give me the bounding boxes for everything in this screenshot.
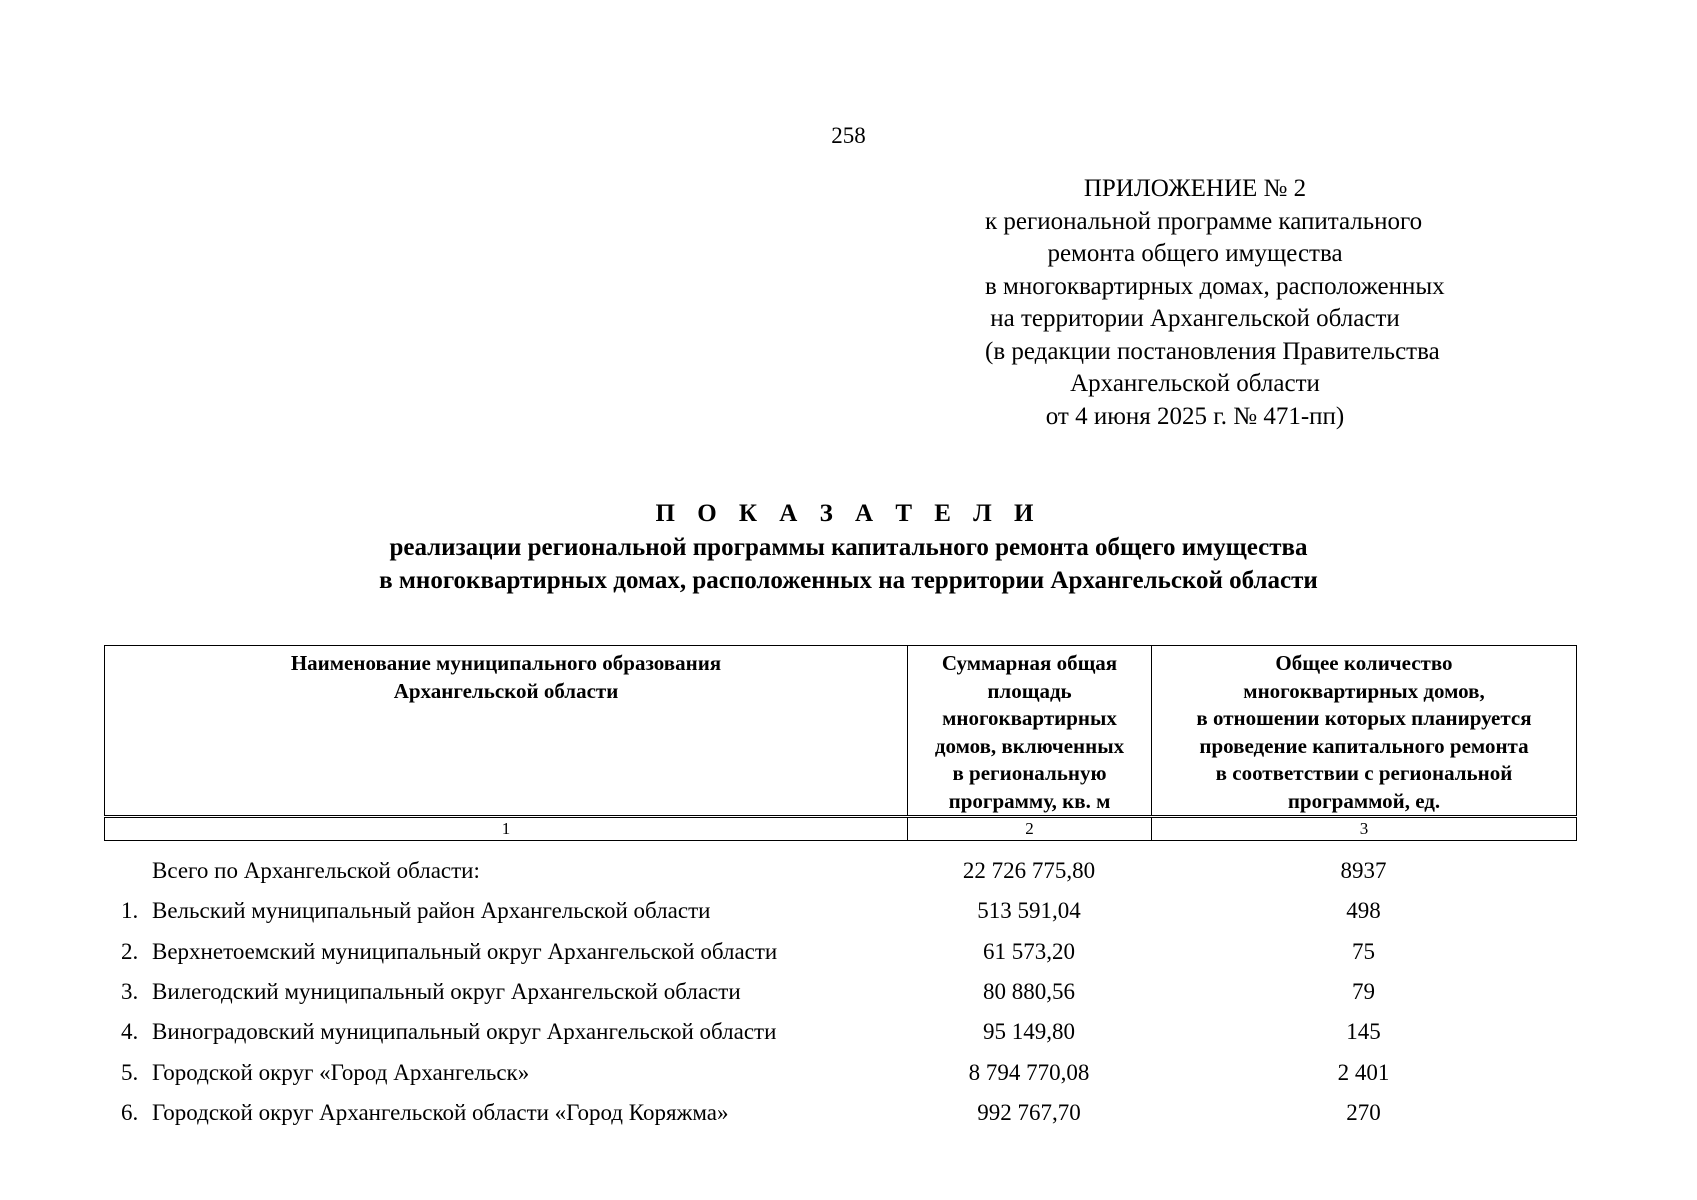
table-row: [104, 932, 1576, 972]
appendix-line: Архангельской области: [1070, 370, 1320, 397]
row-area: 61 573,20: [983, 938, 1075, 964]
header-line: многоквартирных: [942, 706, 1117, 730]
table-row: [104, 891, 1576, 931]
row-index: 5.: [121, 1059, 139, 1085]
header-line: в региональную: [952, 761, 1107, 785]
row-name: Верхнетоемский муниципальный округ Архангельской области: [152, 938, 778, 964]
column-number: 1: [105, 817, 908, 841]
row-area: 22 726 775,80: [962, 858, 1096, 884]
table-row: [104, 1093, 1576, 1133]
row-count: 79: [1352, 979, 1375, 1005]
row-name: Городской округ Архангельской области «Город Коряжма»: [152, 1099, 729, 1125]
table-row: [104, 972, 1576, 1012]
header-line: площадь: [987, 678, 1072, 703]
header-line: многоквартирных домов,: [1243, 678, 1485, 703]
row-area: 8 794 770,08: [968, 1059, 1090, 1085]
document-title: [0, 497, 1697, 597]
row-name: Вилегодский муниципальный округ Архангельской области: [152, 979, 741, 1005]
title-line: реализации региональной программы капитального ремонта общего имущества: [389, 534, 1308, 561]
title-heading: П О К А З А Т Е Л И: [655, 500, 1042, 527]
appendix-line: (в редакции постановления Правительства: [985, 337, 1440, 365]
row-count: 498: [1346, 898, 1381, 924]
row-area: 80 880,56: [983, 979, 1075, 1005]
table-row: [104, 1052, 1576, 1092]
appendix-line: от 4 июня 2025 г. № 471-пп): [1045, 402, 1345, 430]
title-line: в многоквартирных домах, расположенных на территории Архангельской области: [379, 567, 1318, 594]
column-header-area: [908, 646, 1152, 817]
header-line: проведение капитального ремонта: [1199, 733, 1529, 758]
row-name: Виноградовский муниципальный округ Архангельской области: [152, 1019, 777, 1045]
header-line: Наименование муниципального образования: [290, 651, 722, 675]
header-line: программой, ед.: [1287, 788, 1441, 813]
row-area: 992 767,70: [977, 1099, 1081, 1125]
header-line: в соответствии с региональной: [1215, 761, 1513, 785]
row-count: 145: [1346, 1019, 1381, 1045]
row-index: 1.: [121, 898, 139, 924]
row-index: 6.: [121, 1099, 139, 1125]
row-name: Вельский муниципальный район Архангельской области: [152, 898, 711, 924]
header-line: Общее количество: [1275, 651, 1453, 675]
appendix-line: на территории Архангельской области: [990, 305, 1400, 332]
row-count: 8937: [1340, 858, 1387, 884]
column-header-name: [105, 646, 908, 817]
column-number: 2: [908, 817, 1152, 841]
column-header-count: [1152, 646, 1577, 817]
header-line: в отношении которых планируется: [1196, 706, 1532, 730]
row-index: 2.: [121, 938, 139, 964]
table-row: [104, 1012, 1576, 1052]
row-area: 513 591,04: [977, 898, 1081, 924]
appendix-line: ПРИЛОЖЕНИЕ № 2: [1083, 175, 1307, 202]
appendix-line: в многоквартирных домах, расположенных: [985, 272, 1445, 300]
header-line: Архангельской области: [393, 678, 619, 703]
row-area: 95 149,80: [983, 1019, 1075, 1045]
row-index: 4.: [121, 1019, 139, 1045]
indicators-table-body: [104, 851, 1576, 1133]
appendix-line: ремонта общего имущества: [1047, 240, 1343, 267]
row-name: Всего по Архангельской области:: [152, 858, 480, 884]
row-name: Городской округ «Город Архангельск»: [152, 1059, 530, 1085]
column-number: 3: [1152, 817, 1577, 841]
appendix-line: к региональной программе капитального: [985, 207, 1423, 235]
row-count: 270: [1346, 1099, 1381, 1125]
indicators-table-header: [104, 645, 1577, 841]
row-index: 3.: [121, 979, 139, 1005]
header-line: домов, включенных: [934, 733, 1125, 758]
table-row-total: [104, 851, 1576, 891]
appendix-block: [985, 173, 1445, 433]
row-count: 2 401: [1337, 1059, 1390, 1085]
header-line: Суммарная общая: [941, 651, 1118, 675]
row-count: 75: [1352, 938, 1375, 964]
page-number: 258: [831, 123, 866, 148]
header-line: программу, кв. м: [948, 788, 1111, 813]
